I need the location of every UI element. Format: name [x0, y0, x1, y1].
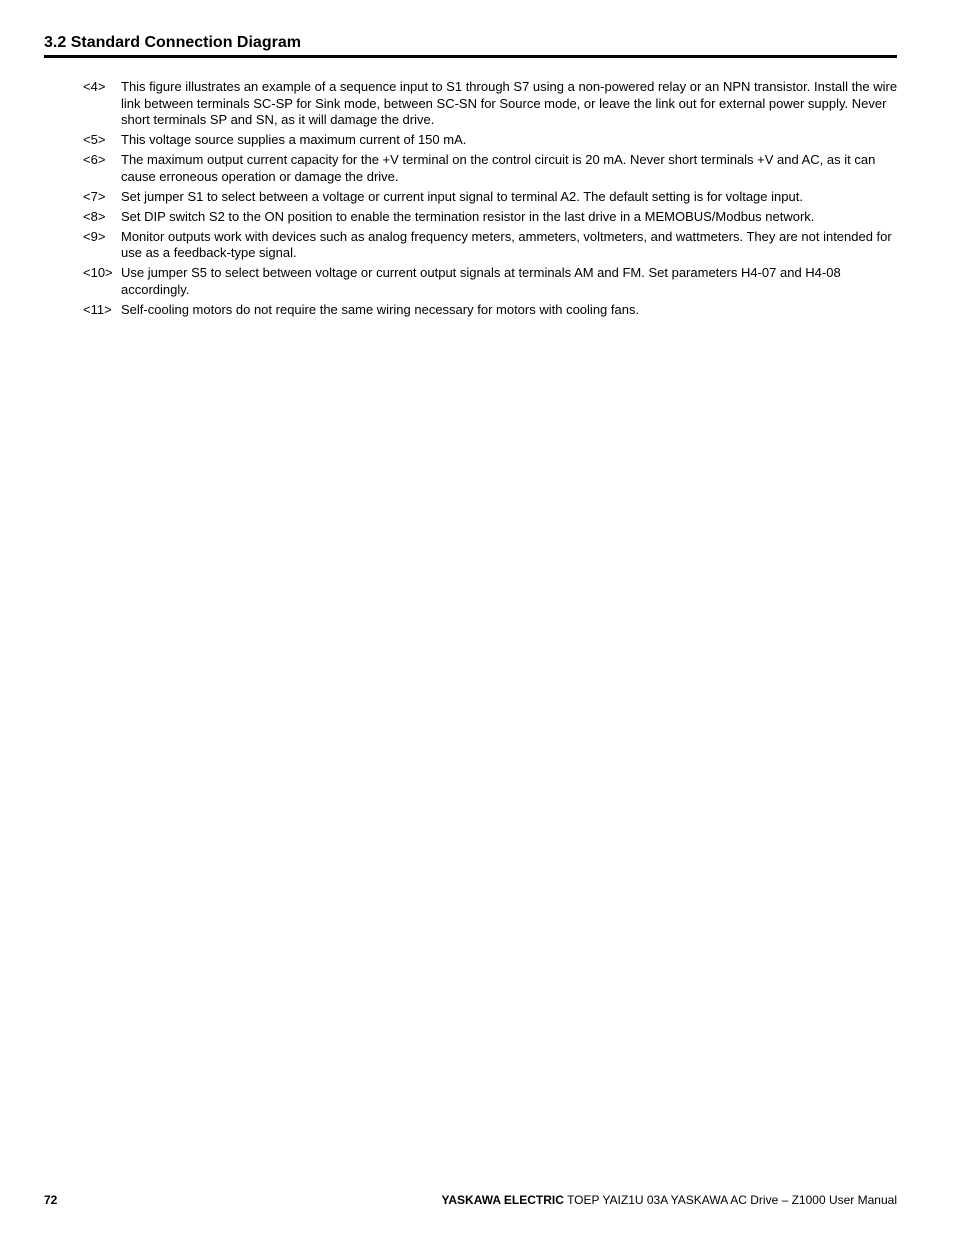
page-footer [44, 1193, 897, 1211]
note-number: <5> [83, 132, 106, 147]
note-number: <9> [83, 228, 106, 244]
note-text: Monitor outputs work with devices such as analog frequency meters, ammeters, voltmeters, and wattmeters. They are not intended for use as a feedback-type signal. [121, 228, 892, 260]
section-title: 3.2 Standard Connection Diagram [44, 34, 301, 51]
note-text: This figure illustrates an example of a sequence input to S1 through S7 using a non-powered relay or an NPN transistor. Install the wire link between terminals SC-SP for Sink mode, between SC-SN for Source mode, or leave the link out for external power supply. Never short terminals SP and SN, as it will damage the drive. [121, 79, 898, 127]
note-item [83, 302, 899, 319]
page-number: 72 [44, 1193, 58, 1207]
note-number: <6> [83, 152, 106, 167]
section-header [44, 33, 897, 58]
note-item [83, 132, 899, 149]
note-item [83, 189, 899, 206]
footer-document-title: TOEP YAIZ1U 03A YASKAWA AC Drive – Z1000 User Manual [567, 1193, 897, 1207]
note-item [83, 265, 899, 298]
note-text: The maximum output current capacity for the +V terminal on the control circuit is 20 mA. Never short terminals +V and AC, as it can cause erroneous operation or damage the drive. [121, 152, 876, 184]
note-text: This voltage source supplies a maximum current of 150 mA. [121, 132, 467, 147]
note-text: Set jumper S1 to select between a voltage or current input signal to terminal A2. The default setting is for voltage input. [121, 188, 803, 204]
note-text: Set DIP switch S2 to the ON position to enable the termination resistor in the last drive in a MEMOBUS/Modbus network. [121, 208, 815, 224]
note-item [83, 209, 899, 226]
footer-document-info [441, 1193, 897, 1207]
note-number: <10> [83, 265, 113, 280]
note-number: <4> [83, 79, 106, 94]
note-item [83, 229, 899, 262]
note-item [83, 79, 899, 129]
note-number: <11> [83, 301, 112, 317]
note-number: <7> [83, 188, 106, 204]
footer-brand: YASKAWA ELECTRIC [441, 1193, 564, 1207]
note-text: Use jumper S5 to select between voltage or current output signals at terminals AM and FM. Set parameters H4-07 and H4-08 accordingly. [121, 265, 841, 297]
note-text: Self-cooling motors do not require the same wiring necessary for motors with cooling fans. [121, 301, 640, 317]
note-item [83, 152, 899, 185]
notes-list [83, 79, 899, 322]
note-number: <8> [83, 208, 106, 224]
